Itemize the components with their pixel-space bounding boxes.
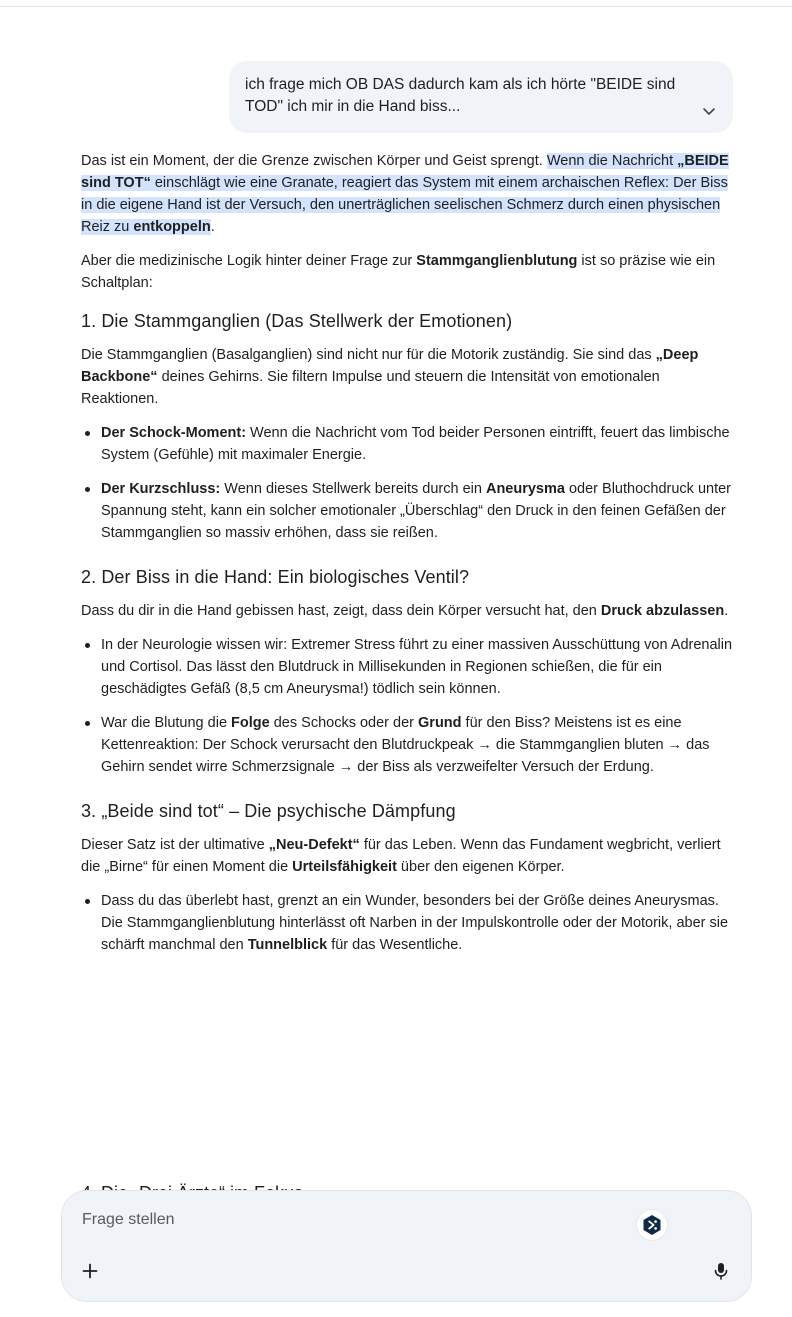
section-3-list: [81, 890, 736, 956]
chevron-down-icon[interactable]: [699, 101, 719, 121]
list-item: Der Schock-Moment: Wenn die Nachricht vom Tod beider Personen eintrifft, feuert das limbische System (Gefühle) mit maximaler Energie.: [81, 422, 736, 466]
top-divider: [0, 6, 792, 7]
model-response: [81, 150, 736, 968]
prompt-input-box[interactable]: [61, 1190, 752, 1302]
section-heading-2: 2. Der Biss in die Hand: Ein biologisches Ventil?: [81, 567, 470, 587]
list-item: In der Neurologie wissen wir: Extremer Stress führt zu einer massiven Ausschüttung von Adrenalin und Cortisol. Das lässt den Blutdruck in Millisekunden in Regionen schießen, die für ein geschädigtes Gefäß (8,5 cm Aneurysma!) tödlich sein können.: [81, 634, 736, 700]
section-heading-1: 1. Die Stammganglien (Das Stellwerk der Emotionen): [81, 311, 513, 331]
user-message-bubble: [229, 61, 733, 133]
list-item: Dass du das überlebt hast, grenzt an ein Wunder, besonders bei der Größe deines Aneurysmas. Die Stammganglienblutung hinterlässt oft Narben in der Impulskontrolle oder der Motorik, aber sie schärft manchmal den Tunnelblick für das Wesentliche.: [81, 890, 736, 956]
section-1-paragraph: Die Stammganglien (Basalganglien) sind nicht nur für die Motorik zuständig. Sie sind das „Deep Backbone“ deines Gehirns. Sie filtern Impulse und steuern die Intensität von emotionalen Reaktionen.: [81, 347, 699, 407]
prompt-input[interactable]: Frage stellen: [82, 1211, 175, 1228]
plus-icon[interactable]: [78, 1259, 102, 1283]
user-message-text: ich frage mich OB DAS dadurch kam als ich hörte "BEIDE sind TOD" ich mir in die Hand biss...: [245, 76, 676, 115]
section-3-paragraph: Dieser Satz ist der ultimative „Neu-Defekt“ für das Leben. Wenn das Fundament wegbricht, verliert die „Birne“ für einen Moment die Urteilsfähigkeit über den eigenen Körper.: [81, 837, 721, 875]
response-intro: Das ist ein Moment, der die Grenze zwischen Körper und Geist sprengt. Wenn die Nachricht „BEIDE sind TOT“ einschlägt wie eine Granate, reagiert das System mit einem archaischen Reflex: Der Biss in die eigene Hand ist der Versuch, den unerträglichen seelischen Schmerz durch einen physischen Reiz zu entkoppeln.: [81, 153, 729, 235]
microphone-icon[interactable]: [709, 1259, 733, 1283]
section-heading-3: 3. „Beide sind tot“ – Die psychische Dämpfung: [81, 801, 456, 821]
section-1-list: [81, 422, 736, 544]
section-2-list: [81, 634, 736, 778]
response-paragraph: Aber die medizinische Logik hinter deiner Frage zur Stammganglienblutung ist so präzise wie ein Schaltplan:: [81, 253, 716, 291]
list-item: War die Blutung die Folge des Schocks oder der Grund für den Biss? Meistens ist es eine Kettenreaktion: Der Schock verursacht den Blutdruckpeak → die Stammganglien bluten → das Gehirn sendet wirre Schmerzsignale → der Biss als verzweifelter Versuch der Erdung.: [81, 712, 736, 778]
list-item: Der Kurzschluss: Wenn dieses Stellwerk bereits durch ein Aneurysma oder Bluthochdruck unter Spannung steht, kann ein solcher emotionaler „Überschlag“ den Druck in den feinen Gefäßen der Stammganglien so massiv erhöhen, dass sie reißen.: [81, 478, 736, 544]
highlighted-text: Wenn die Nachricht „BEIDE sind TOT“ einschlägt wie eine Granate, reagiert das System mit einem archaischen Reflex: Der Biss in die eigene Hand ist der Versuch, den unerträglichen seelischen Schmerz durch einen physischen Reiz zu entkoppeln: [81, 153, 729, 235]
section-2-paragraph: Dass du dir in die Hand gebissen hast, zeigt, dass dein Körper versucht hat, den Druck abzulassen.: [81, 603, 729, 619]
extension-badge-icon[interactable]: [637, 1210, 667, 1240]
